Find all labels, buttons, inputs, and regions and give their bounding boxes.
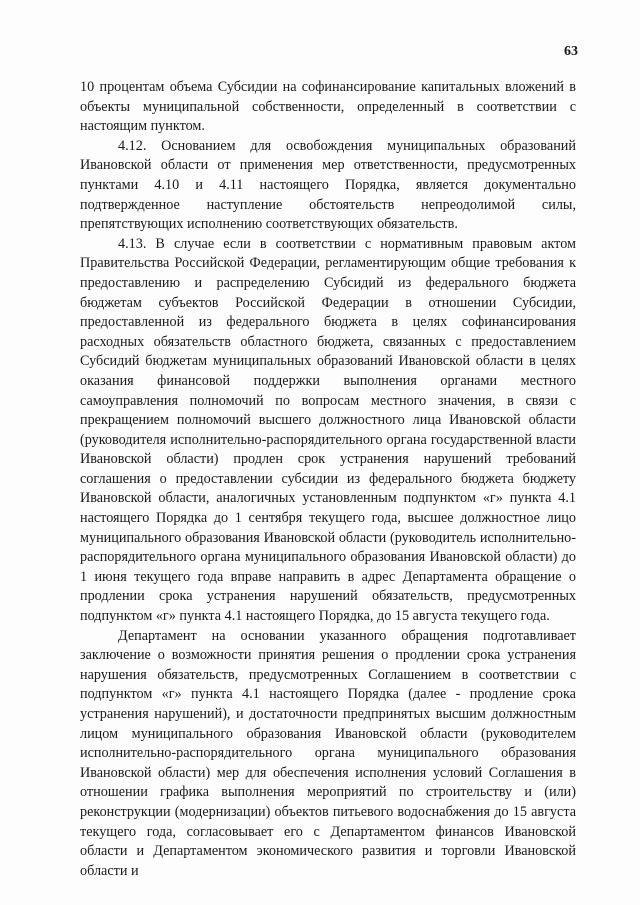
document-body	[80, 78, 576, 881]
paragraph-clause-4-12: 4.12. Основанием для освобождения муниципальных образований Ивановской области от применения мер ответственности, предусмотренных пунктами 4.10 и 4.11 настоящего Порядка, является документально подтвержденное наступление обстоятельств непреодолимой силы, препятствующих исполнению соответствующих обязательств.	[80, 137, 576, 233]
page-number: 63	[564, 44, 578, 59]
paragraph-continuation: 10 процентам объема Субсидии на софинансирование капитальных вложений в объекты муниципальной собственности, определенный в соответствии с настоящим пунктом.	[80, 79, 576, 135]
paragraph-clause-4-13: 4.13. В случае если в соответствии с нормативным правовым актом Правительства Российской Федерации, регламентирующим общие требования к предоставлению и распределению Субсидий из федерального бюджета бюджетам субъектов Российской Федерации в отношении Субсидии, предоставленной из федерального бюджета в целях софинансирования расходных обязательств областного бюджета, связанных с предоставлением Субсидий бюджетам муниципальных образований Ивановской области в целях оказания финансовой поддержки выполнения органами местного самоуправления полномочий по вопросам местного значения, в связи с прекращением полномочий высшего должностного лица Ивановской области (руководителя исполнительно-распорядительного органа государственной власти Ивановской области) продлен срок устранения нарушений требований соглашения о предоставлении субсидии из федерального бюджета бюджету Ивановской области, аналогичных установленным подпунктом «г» пункта 4.1 настоящего Порядка до 1 сентября текущего года, высшее должностное лицо муниципального образования Ивановской области (руководитель исполнительно-распорядительного органа муниципального образования Ивановской области) до 1 июня текущего года вправе направить в адрес Департамента обращение о продлении срока устранения нарушений обязательств, предусмотренных подпунктом «г» пункта 4.1 настоящего Порядка, до 15 августа текущего года.	[80, 235, 576, 625]
paragraph-department: Департамент на основании указанного обращения подготавливает заключение о возможности принятия решения о продлении срока устранения нарушения обязательств, предусмотренных Соглашением в соответствии с подпунктом «г» пункта 4.1 настоящего Порядка (далее - продление срока устранения нарушений), и достаточности предпринятых высшим должностным лицом муниципального образования Ивановской области (руководителем исполнительно-распорядительного органа муниципального образования Ивановской области) мер для обеспечения исполнения условий Соглашения в отношении графика выполнения мероприятий по строительству и (или) реконструкции (модернизации) объектов питьевого водоснабжения до 15 августа текущего года, согласовывает его с Департаментом финансов Ивановской области и Департаментом экономического развития и торговли Ивановской области и	[80, 627, 576, 879]
